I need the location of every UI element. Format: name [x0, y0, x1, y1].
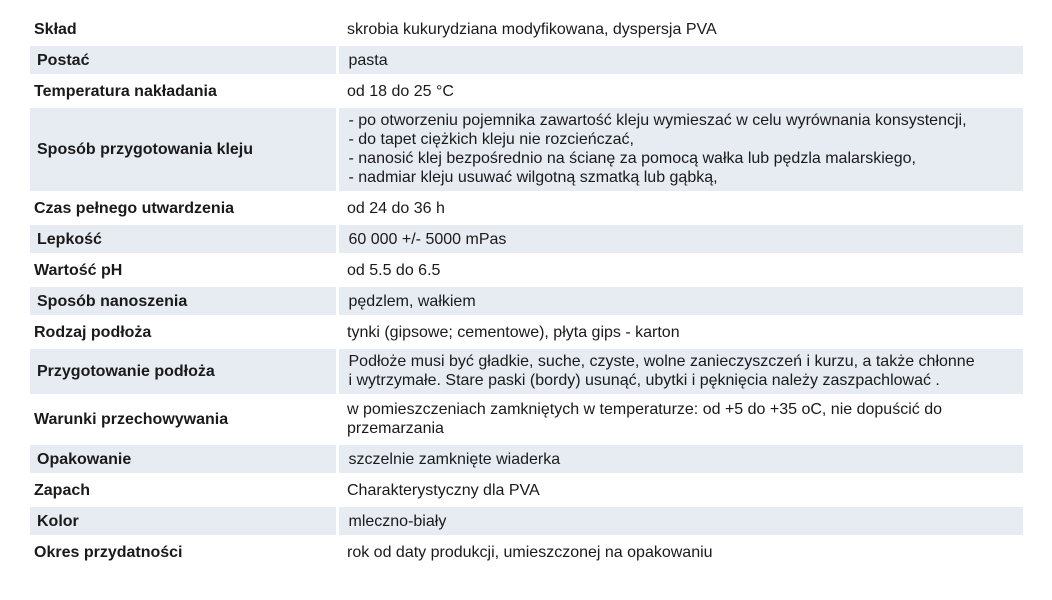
row-label: Kolor [30, 506, 337, 537]
row-value: Charakterystyczny dla PVA [337, 475, 1023, 506]
row-label: Lepkość [30, 224, 337, 255]
table-row [30, 255, 1023, 286]
row-label: Wartość pH [30, 255, 337, 286]
row-value: mleczno-biały [337, 506, 1023, 537]
row-label: Zapach [30, 475, 337, 506]
table-row [30, 317, 1023, 348]
row-value: rok od daty produkcji, umieszczonej na opakowaniu [337, 537, 1023, 568]
row-label: Temperatura nakładania [30, 76, 337, 107]
row-value: pędzlem, wałkiem [337, 286, 1023, 317]
table-row [30, 76, 1023, 107]
row-value: od 24 do 36 h [337, 193, 1023, 224]
row-label: Postać [30, 45, 337, 76]
row-label: Opakowanie [30, 444, 337, 475]
row-value: w pomieszczeniach zamkniętych w temperaturze: od +5 do +35 oC, nie dopuścić do przemarzania [337, 396, 1023, 444]
table-row [30, 444, 1023, 475]
row-value: od 18 do 25 °C [337, 76, 1023, 107]
row-value: Podłoże musi być gładkie, suche, czyste, wolne zanieczyszczeń i kurzu, a także chłonne i wytrzymałe. Stare paski (bordy) usunąć, ubytki i pęknięcia należy zaszpachlować . [337, 348, 1023, 396]
row-label: Skład [30, 15, 337, 45]
row-value: - po otworzeniu pojemnika zawartość kleju wymieszać w celu wyrównania konsystencji, - do tapet ciężkich kleju nie rozcieńczać, - nanosić klej bezpośrednio na ścianę za pomocą wałka lub pędzla malarskiego, - nadmiar kleju usuwać wilgotną szmatką lub gąbką, [337, 107, 1023, 193]
row-value: szczelnie zamknięte wiaderka [337, 444, 1023, 475]
table-row [30, 15, 1023, 45]
table-row [30, 475, 1023, 506]
table-row [30, 537, 1023, 568]
row-value: od 5.5 do 6.5 [337, 255, 1023, 286]
row-value: pasta [337, 45, 1023, 76]
row-value: skrobia kukurydziana modyfikowana, dyspersja PVA [337, 15, 1023, 45]
row-label: Okres przydatności [30, 537, 337, 568]
table-row [30, 193, 1023, 224]
table-row [30, 107, 1023, 193]
row-value: 60 000 +/- 5000 mPas [337, 224, 1023, 255]
row-label: Przygotowanie podłoża [30, 348, 337, 396]
table-row [30, 224, 1023, 255]
row-label: Sposób przygotowania kleju [30, 107, 337, 193]
row-label: Warunki przechowywania [30, 396, 337, 444]
table-row [30, 45, 1023, 76]
row-label: Czas pełnego utwardzenia [30, 193, 337, 224]
table-row [30, 348, 1023, 396]
row-value: tynki (gipsowe; cementowe), płyta gips - karton [337, 317, 1023, 348]
row-label: Rodzaj podłoża [30, 317, 337, 348]
product-spec-table [30, 15, 1023, 569]
row-label: Sposób nanoszenia [30, 286, 337, 317]
table-row [30, 286, 1023, 317]
table-row [30, 506, 1023, 537]
table-row [30, 396, 1023, 444]
